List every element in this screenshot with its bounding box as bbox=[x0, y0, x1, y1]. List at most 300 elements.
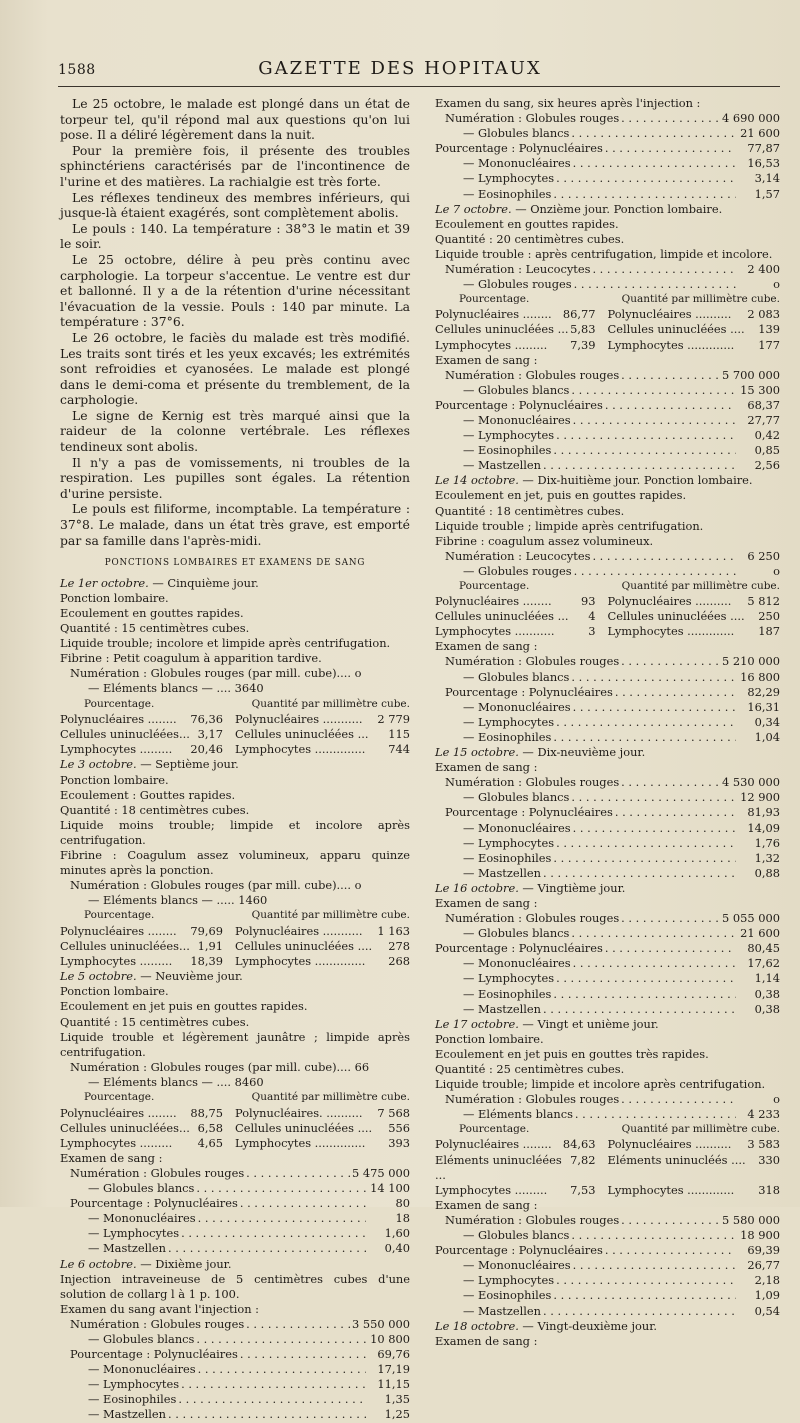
measurement-row bbox=[60, 1347, 410, 1362]
csf-table-row bbox=[435, 609, 780, 624]
measurement-label: — Mononucléaires bbox=[463, 156, 571, 171]
measurement-row bbox=[60, 1196, 410, 1211]
blood-exam-title: Examen du sang, six heures après l'injection : bbox=[435, 96, 701, 110]
measurement-row bbox=[435, 790, 780, 805]
measurement-row bbox=[60, 1392, 410, 1407]
csf-table-header bbox=[60, 1090, 410, 1106]
csf-table-row bbox=[60, 742, 410, 757]
percentage-cell bbox=[60, 712, 235, 727]
dot-leader bbox=[166, 1407, 366, 1422]
cell-type: Polynucléaires ........ bbox=[435, 307, 552, 322]
measurement-label: Numération : Globules rouges bbox=[445, 911, 620, 926]
measurement-value: 6 250 bbox=[747, 548, 780, 563]
measurement-value: 80,45 bbox=[747, 941, 780, 956]
measurement-row bbox=[435, 730, 780, 745]
dot-leader bbox=[554, 715, 736, 730]
dot-leader bbox=[541, 866, 736, 881]
dot-leader bbox=[603, 141, 736, 156]
csf-table-row bbox=[435, 1137, 780, 1152]
csf-table-row bbox=[60, 1121, 410, 1136]
measurement-value: 3 550 000 bbox=[352, 1316, 410, 1331]
entry-date-line bbox=[435, 1017, 780, 1032]
csf-table-row bbox=[60, 1136, 410, 1151]
numeration-line: Numération : Globules rouges (par mill. cube).... o bbox=[70, 666, 362, 681]
percentage-value: 3,17 bbox=[197, 727, 223, 742]
dot-leader bbox=[569, 1228, 736, 1243]
entry-date-line bbox=[435, 202, 780, 217]
measurement-row bbox=[435, 171, 780, 186]
entry-line: Fibrine : coagulum assez volumineux. bbox=[435, 533, 654, 548]
measurement-value: 5 475 000 bbox=[352, 1165, 410, 1180]
measurement-row bbox=[60, 1211, 410, 1226]
entry-line: Injection intraveineuse de 5 centimètres cubes d'une solution de collarg l à 1 p. 100. bbox=[60, 1271, 410, 1301]
dot-leader bbox=[571, 821, 736, 836]
measurement-value: 1,09 bbox=[754, 1288, 780, 1303]
dot-leader bbox=[571, 156, 736, 171]
measurement-value: 21 600 bbox=[740, 126, 780, 141]
quantity-cell bbox=[235, 1121, 410, 1136]
measurement-label: — Mastzellen bbox=[463, 1303, 541, 1318]
measurement-value: 5 580 000 bbox=[722, 1212, 780, 1227]
measurement-value: 18 bbox=[395, 1211, 410, 1226]
measurement-row bbox=[435, 941, 780, 956]
measurement-label: — Mastzellen bbox=[88, 1407, 166, 1422]
measurement-row bbox=[435, 428, 780, 443]
dot-leader bbox=[571, 413, 736, 428]
measurement-value: 10 800 bbox=[370, 1332, 410, 1346]
measurement-label: — Lymphocytes bbox=[463, 971, 555, 986]
quantity-heading: Quantité par millimètre cube. bbox=[251, 1091, 410, 1103]
body-paragraph: Le signe de Kernig est très marqué ainsi que la raideur de la colonne vertébrale. Les réflexes tendineux sont abolis. bbox=[60, 407, 410, 455]
cell-type: Polynucléaires .......... bbox=[607, 307, 732, 322]
measurement-label: Numération : Globules rouges bbox=[445, 111, 620, 126]
dot-leader bbox=[619, 1092, 736, 1107]
dot-leader bbox=[554, 971, 736, 986]
measurement-value: 81,93 bbox=[747, 805, 780, 820]
measurement-label: — Globules blancs bbox=[463, 1228, 570, 1243]
percentage-cell bbox=[60, 939, 235, 954]
measurement-label: — Mononucléaires bbox=[463, 699, 571, 714]
measurement-row bbox=[435, 458, 780, 473]
dot-leader bbox=[619, 911, 722, 926]
measurement-row bbox=[435, 111, 780, 126]
quantity-cell bbox=[608, 338, 781, 353]
measurement-value: 69,76 bbox=[377, 1347, 410, 1362]
percentage-value: 18,39 bbox=[190, 954, 223, 969]
entry-day: — Dix-huitième jour. Ponction lombaire. bbox=[518, 473, 753, 488]
body-paragraph: Le pouls est filiforme, incomptable. La température : 37°8. Le malade, dans un état très grave, est emporté par sa famille dans l'après-midi. bbox=[60, 501, 410, 548]
measurement-label: — Eosinophiles bbox=[463, 186, 552, 201]
measurement-label: — Globules rouges bbox=[463, 563, 572, 578]
percentage-cell bbox=[435, 307, 608, 322]
quantity-cell bbox=[608, 1183, 781, 1198]
entry-day: — Septième jour. bbox=[136, 757, 239, 772]
measurement-value: 18 900 bbox=[740, 1228, 780, 1243]
cell-type: Polynucléaires ........ bbox=[60, 923, 177, 938]
entry-day: — Dix-neuvième jour. bbox=[518, 745, 646, 760]
cell-type: Eléments uninucléés .... bbox=[607, 1152, 746, 1167]
entry-line: Ecoulement en gouttes rapides. bbox=[60, 606, 244, 620]
entry-date: Le 5 octobre. bbox=[60, 969, 137, 984]
quantity-cell bbox=[235, 954, 410, 969]
body-paragraph: Les réflexes tendineux des membres inférieurs, qui jusque-là étaient exagérés, sont complètement abolis. bbox=[60, 189, 410, 221]
csf-table-row bbox=[60, 712, 410, 727]
quantity-heading: Quantité par millimètre cube. bbox=[621, 293, 780, 306]
measurement-label: — Globules blancs bbox=[463, 382, 570, 397]
dot-leader bbox=[551, 443, 736, 458]
csf-table-row bbox=[435, 338, 780, 353]
measurement-label: Pourcentage : Polynucléaires bbox=[435, 941, 603, 956]
quantity-heading: Quantité par millimètre cube. bbox=[621, 1123, 780, 1136]
quantity-value: 139 bbox=[758, 322, 780, 337]
measurement-label: — Mononucléaires bbox=[463, 1258, 571, 1273]
measurement-row bbox=[435, 126, 780, 141]
measurement-label: Pourcentage : Polynucléaires bbox=[445, 684, 613, 699]
measurement-label: — Lymphocytes bbox=[88, 1377, 180, 1392]
entry-date-line bbox=[435, 473, 780, 488]
cell-type: Polynucléaires ........... bbox=[235, 923, 363, 938]
percentage-cell bbox=[435, 338, 608, 353]
entry-line: Ecoulement en jet puis en gouttes très rapides. bbox=[435, 1046, 709, 1061]
measurement-row bbox=[435, 1002, 780, 1017]
entry-line: Quantité : 20 centimètres cubes. bbox=[435, 231, 625, 246]
percentage-value: 7,82 bbox=[570, 1152, 596, 1167]
measurement-row bbox=[435, 564, 780, 579]
measurement-label: — Eosinophiles bbox=[463, 986, 552, 1001]
quantity-value: 268 bbox=[388, 954, 410, 969]
dot-leader bbox=[569, 383, 736, 398]
measurement-value: 5 700 000 bbox=[722, 367, 780, 382]
dot-leader bbox=[572, 277, 736, 292]
cell-type: Cellules uninucléées... bbox=[60, 727, 190, 742]
measurement-label: — Mononucléaires bbox=[88, 1362, 196, 1377]
quantity-cell bbox=[608, 322, 781, 337]
measurement-label: — Lymphocytes bbox=[463, 428, 555, 443]
cell-type: Polynucléaires ........... bbox=[235, 712, 363, 727]
measurement-row bbox=[435, 775, 780, 790]
quantity-cell bbox=[235, 1136, 410, 1151]
measurement-row bbox=[60, 1362, 410, 1377]
dot-leader bbox=[613, 805, 736, 820]
entry-date: Le 14 octobre. bbox=[435, 473, 519, 488]
measurement-row bbox=[435, 368, 780, 383]
measurement-row bbox=[60, 1407, 410, 1422]
entry-date: Le 16 octobre. bbox=[435, 880, 519, 895]
entry-date: Le 1er octobre. bbox=[60, 575, 149, 590]
measurement-value: 82,29 bbox=[747, 684, 780, 699]
measurement-value: 1,25 bbox=[384, 1407, 410, 1422]
csf-table-row bbox=[435, 594, 780, 609]
measurement-row bbox=[435, 821, 780, 836]
dot-leader bbox=[554, 1273, 736, 1288]
percentage-value: 6,58 bbox=[197, 1120, 223, 1135]
measurement-value: 0,42 bbox=[754, 428, 780, 443]
cell-type: Polynucléaires .......... bbox=[607, 1137, 732, 1152]
numeration-line: Numération : Globules rouges (par mill. cube).... o bbox=[70, 878, 362, 893]
dot-leader bbox=[551, 851, 736, 866]
percentage-cell bbox=[60, 1106, 235, 1121]
measurement-value: 15 300 bbox=[740, 382, 780, 397]
quantity-cell bbox=[235, 727, 410, 742]
percentage-cell bbox=[60, 1121, 235, 1136]
measurement-row bbox=[435, 654, 780, 669]
dot-leader bbox=[551, 187, 736, 202]
dot-leader bbox=[590, 549, 736, 564]
measurement-row bbox=[435, 262, 780, 277]
dot-leader bbox=[238, 1196, 366, 1211]
measurement-label: Numération : Globules rouges bbox=[70, 1316, 245, 1331]
measurement-value: 27,77 bbox=[747, 412, 780, 427]
measurement-label: Pourcentage : Polynucléaires bbox=[445, 805, 613, 820]
dot-leader bbox=[194, 1332, 366, 1347]
measurement-value: 4 690 000 bbox=[722, 111, 780, 126]
entry-line: Ponction lombaire. bbox=[60, 772, 169, 787]
entry-line: Examen de sang : bbox=[435, 760, 538, 775]
percentage-value: 93 bbox=[581, 594, 596, 609]
entry-date: Le 3 octobre. bbox=[60, 757, 137, 772]
csf-table-row bbox=[60, 924, 410, 939]
measurement-row bbox=[60, 1377, 410, 1392]
measurement-value: 1,57 bbox=[754, 186, 780, 201]
measurement-row bbox=[435, 866, 780, 881]
measurement-value: 2 400 bbox=[747, 262, 780, 277]
measurement-row bbox=[60, 1317, 410, 1332]
csf-table-row bbox=[435, 307, 780, 322]
percentage-value: 88,75 bbox=[190, 1105, 223, 1120]
measurement-value: 1,14 bbox=[754, 971, 780, 986]
entry-date-line bbox=[435, 745, 780, 760]
blood-exam-title: Examen de sang : bbox=[435, 639, 538, 654]
dot-leader bbox=[551, 1288, 736, 1303]
measurement-label: — Mononucléaires bbox=[463, 956, 571, 971]
measurement-value: 0,34 bbox=[754, 714, 780, 729]
csf-table-row bbox=[60, 1106, 410, 1121]
measurement-row bbox=[435, 805, 780, 820]
cell-type: Polynucléaires. .......... bbox=[235, 1105, 363, 1120]
measurement-value: o bbox=[773, 277, 780, 292]
measurement-label: Numération : Globules rouges bbox=[445, 367, 620, 382]
quantity-heading: Quantité par millimètre cube. bbox=[621, 580, 780, 592]
entry-day: — Vingtième jour. bbox=[518, 880, 626, 895]
dot-leader bbox=[166, 1241, 366, 1256]
measurement-row bbox=[60, 1226, 410, 1241]
measurement-label: — Globules blancs bbox=[88, 1181, 195, 1196]
quantity-value: 278 bbox=[388, 939, 410, 954]
percentage-value: 4,65 bbox=[197, 1135, 223, 1150]
dot-leader bbox=[179, 1226, 366, 1241]
measurement-row bbox=[60, 1241, 410, 1256]
measurement-row bbox=[435, 1107, 780, 1122]
header-rule bbox=[58, 86, 780, 87]
measurement-label: Pourcentage : Polynucléaires bbox=[70, 1347, 238, 1362]
percentage-value: 84,63 bbox=[562, 1137, 596, 1152]
measurement-value: 11,15 bbox=[377, 1377, 410, 1392]
numeration-line: — Eléments blancs — .... 3640 bbox=[88, 681, 264, 696]
measurement-value: 1,60 bbox=[384, 1226, 410, 1241]
dot-leader bbox=[619, 775, 722, 790]
dot-leader bbox=[541, 1002, 736, 1017]
quantity-cell bbox=[608, 624, 781, 639]
measurement-row bbox=[435, 1304, 780, 1319]
dot-leader bbox=[619, 111, 722, 126]
numeration-line: — Eléments blancs — ..... 1460 bbox=[88, 893, 268, 908]
measurement-label: — Mononucléaires bbox=[463, 412, 571, 427]
entry-line: Ecoulement en jet puis en gouttes rapides. bbox=[60, 999, 308, 1014]
percentage-cell bbox=[60, 727, 235, 742]
body-paragraph: Il n'y a pas de vomissements, ni troubles de la respiration. Les pupilles sont égales. La rétention d'urine persiste. bbox=[60, 454, 410, 501]
entry-line: Ponction lombaire. bbox=[435, 1031, 544, 1046]
dot-leader bbox=[569, 670, 736, 685]
measurement-row bbox=[435, 836, 780, 851]
percentage-cell bbox=[60, 924, 235, 939]
dot-leader bbox=[603, 398, 736, 413]
quantity-cell bbox=[608, 609, 781, 624]
percentage-value: 3 bbox=[588, 624, 596, 639]
measurement-value: 0,40 bbox=[384, 1241, 410, 1256]
quantity-value: 3 583 bbox=[747, 1137, 780, 1152]
percentage-cell bbox=[435, 1137, 608, 1152]
measurement-label: — Lymphocytes bbox=[88, 1226, 180, 1241]
blood-exam-title: Examen de sang : bbox=[435, 352, 538, 367]
body-paragraph: Le 25 octobre, le malade est plongé dans un état de torpeur tel, qu'il répond mal aux questions qu'on lui pose. Il a déliré légèrement dans la nuit. bbox=[60, 96, 410, 143]
measurement-label: — Lymphocytes bbox=[463, 171, 555, 186]
percentage-value: 76,36 bbox=[190, 712, 223, 727]
dot-leader bbox=[244, 1317, 352, 1332]
blood-exam-title: Examen de sang : bbox=[435, 1197, 538, 1212]
measurement-label: Numération : Globules rouges bbox=[445, 1092, 620, 1107]
measurement-value: 69,39 bbox=[747, 1243, 780, 1258]
cell-type: Polynucléaires .......... bbox=[607, 594, 732, 609]
percentage-heading: Pourcentage. bbox=[459, 1123, 530, 1136]
quantity-value: 2 083 bbox=[747, 307, 780, 322]
quantity-value: 250 bbox=[758, 609, 780, 624]
dot-leader bbox=[571, 700, 736, 715]
entry-date-line bbox=[60, 969, 410, 984]
measurement-row bbox=[435, 1213, 780, 1228]
csf-table-row bbox=[435, 1183, 780, 1198]
measurement-label: Numération : Globules rouges bbox=[445, 1212, 620, 1227]
measurement-row bbox=[435, 851, 780, 866]
quantity-value: 187 bbox=[758, 624, 780, 639]
entry-date: Le 6 octobre. bbox=[60, 1256, 137, 1271]
measurement-label: — Globules blancs bbox=[463, 790, 570, 805]
measurement-row bbox=[435, 987, 780, 1002]
entry-day: — Vingt et unième jour. bbox=[518, 1016, 659, 1031]
left-column bbox=[60, 96, 410, 1423]
dot-leader bbox=[569, 126, 736, 141]
measurement-row bbox=[435, 549, 780, 564]
measurement-value: 4 530 000 bbox=[722, 775, 780, 790]
quantity-heading: Quantité par millimètre cube. bbox=[251, 909, 410, 922]
percentage-heading: Pourcentage. bbox=[459, 293, 530, 306]
percentage-value: 7,53 bbox=[570, 1182, 596, 1197]
measurement-label: Pourcentage : Polynucléaires bbox=[435, 141, 603, 156]
measurement-row bbox=[435, 443, 780, 458]
percentage-cell bbox=[60, 742, 235, 757]
entry-line: Quantité : 25 centimètres cubes. bbox=[435, 1062, 625, 1076]
measurement-value: 77,87 bbox=[747, 141, 780, 156]
entry-line: Liquide trouble ; limpide après centrifugation. bbox=[435, 518, 704, 533]
cell-type: Lymphocytes .............. bbox=[235, 742, 366, 757]
measurement-label: — Mastzellen bbox=[463, 458, 541, 473]
measurement-label: Numération : Globules rouges bbox=[445, 775, 620, 790]
running-title: GAZETTE DES HOPITAUX bbox=[258, 58, 542, 79]
percentage-cell bbox=[435, 594, 608, 609]
entry-day: — Cinquième jour. bbox=[148, 575, 259, 590]
dot-leader bbox=[569, 926, 736, 941]
cell-type: Polynucléaires ........ bbox=[435, 594, 552, 609]
entry-date: Le 18 octobre. bbox=[435, 1318, 519, 1333]
entry-line: Quantité : 15 centimètres cubes. bbox=[60, 621, 250, 636]
entry-line: Ecoulement en jet, puis en gouttes rapides. bbox=[435, 488, 687, 503]
quantity-cell bbox=[608, 594, 781, 609]
measurement-row bbox=[435, 956, 780, 971]
measurement-row bbox=[435, 1258, 780, 1273]
dot-leader bbox=[554, 171, 736, 186]
cell-type: Polynucléaires ........ bbox=[435, 1137, 552, 1152]
dot-leader bbox=[238, 1347, 366, 1362]
dot-leader bbox=[179, 1377, 366, 1392]
percentage-value: 1,91 bbox=[197, 939, 223, 954]
dot-leader bbox=[541, 1304, 736, 1319]
measurement-row bbox=[60, 1181, 410, 1196]
csf-table-header bbox=[60, 908, 410, 924]
measurement-label: Numération : Globules rouges bbox=[70, 1165, 245, 1180]
measurement-row bbox=[435, 1228, 780, 1243]
cell-type: Lymphocytes ......... bbox=[435, 337, 548, 352]
dot-leader bbox=[572, 564, 736, 579]
measurement-row bbox=[435, 1092, 780, 1107]
csf-table-header bbox=[435, 579, 780, 594]
cell-type: Cellules uninucléées .... bbox=[235, 1120, 373, 1135]
measurement-row bbox=[435, 277, 780, 292]
quantity-cell bbox=[235, 742, 410, 757]
entry-line: Liquide trouble : après centrifugation, limpide et incolore. bbox=[435, 246, 773, 261]
dot-leader bbox=[176, 1392, 366, 1407]
csf-table-row bbox=[435, 624, 780, 639]
measurement-row bbox=[435, 670, 780, 685]
measurement-label: — Eosinophiles bbox=[463, 729, 552, 744]
entry-line: Ecoulement : Gouttes rapides. bbox=[60, 787, 236, 802]
percentage-cell bbox=[435, 1153, 608, 1183]
measurement-value: 1,32 bbox=[754, 850, 780, 865]
measurement-value: 1,04 bbox=[754, 729, 780, 744]
cell-type: Lymphocytes .............. bbox=[235, 954, 366, 969]
body-paragraph: Le 26 octobre, le faciès du malade est très modifié. Les traits sont tirés et les yeux excavés; les extrémités sont refroidies et cyanosées. Le malade est plongé dans le demi-coma et présente du tremblement, de la carphologie. bbox=[60, 329, 410, 408]
measurement-row bbox=[435, 715, 780, 730]
cell-type: Lymphocytes ............. bbox=[607, 624, 735, 639]
entry-line: Liquide trouble et légèrement jaunâtre ; limpide après centrifugation. bbox=[60, 1029, 410, 1059]
measurement-row bbox=[435, 156, 780, 171]
cell-type: Lymphocytes ......... bbox=[60, 954, 173, 969]
measurement-value: 17,62 bbox=[747, 956, 780, 971]
entry-date: Le 7 octobre. bbox=[435, 201, 512, 216]
percentage-cell bbox=[435, 1183, 608, 1198]
percentage-heading: Pourcentage. bbox=[84, 909, 155, 922]
page-header bbox=[0, 58, 800, 88]
measurement-value: 16,31 bbox=[747, 699, 780, 714]
measurement-value: 16 800 bbox=[740, 669, 780, 684]
measurement-row bbox=[435, 685, 780, 700]
csf-table-row bbox=[435, 1153, 780, 1183]
dot-leader bbox=[554, 836, 736, 851]
percentage-cell bbox=[60, 1136, 235, 1151]
measurement-value: 0,85 bbox=[754, 443, 780, 458]
measurement-row bbox=[435, 141, 780, 156]
entry-day: — Vingt-deuxième jour. bbox=[518, 1318, 658, 1333]
measurement-label: — Globules rouges bbox=[463, 277, 572, 292]
measurement-row bbox=[435, 398, 780, 413]
